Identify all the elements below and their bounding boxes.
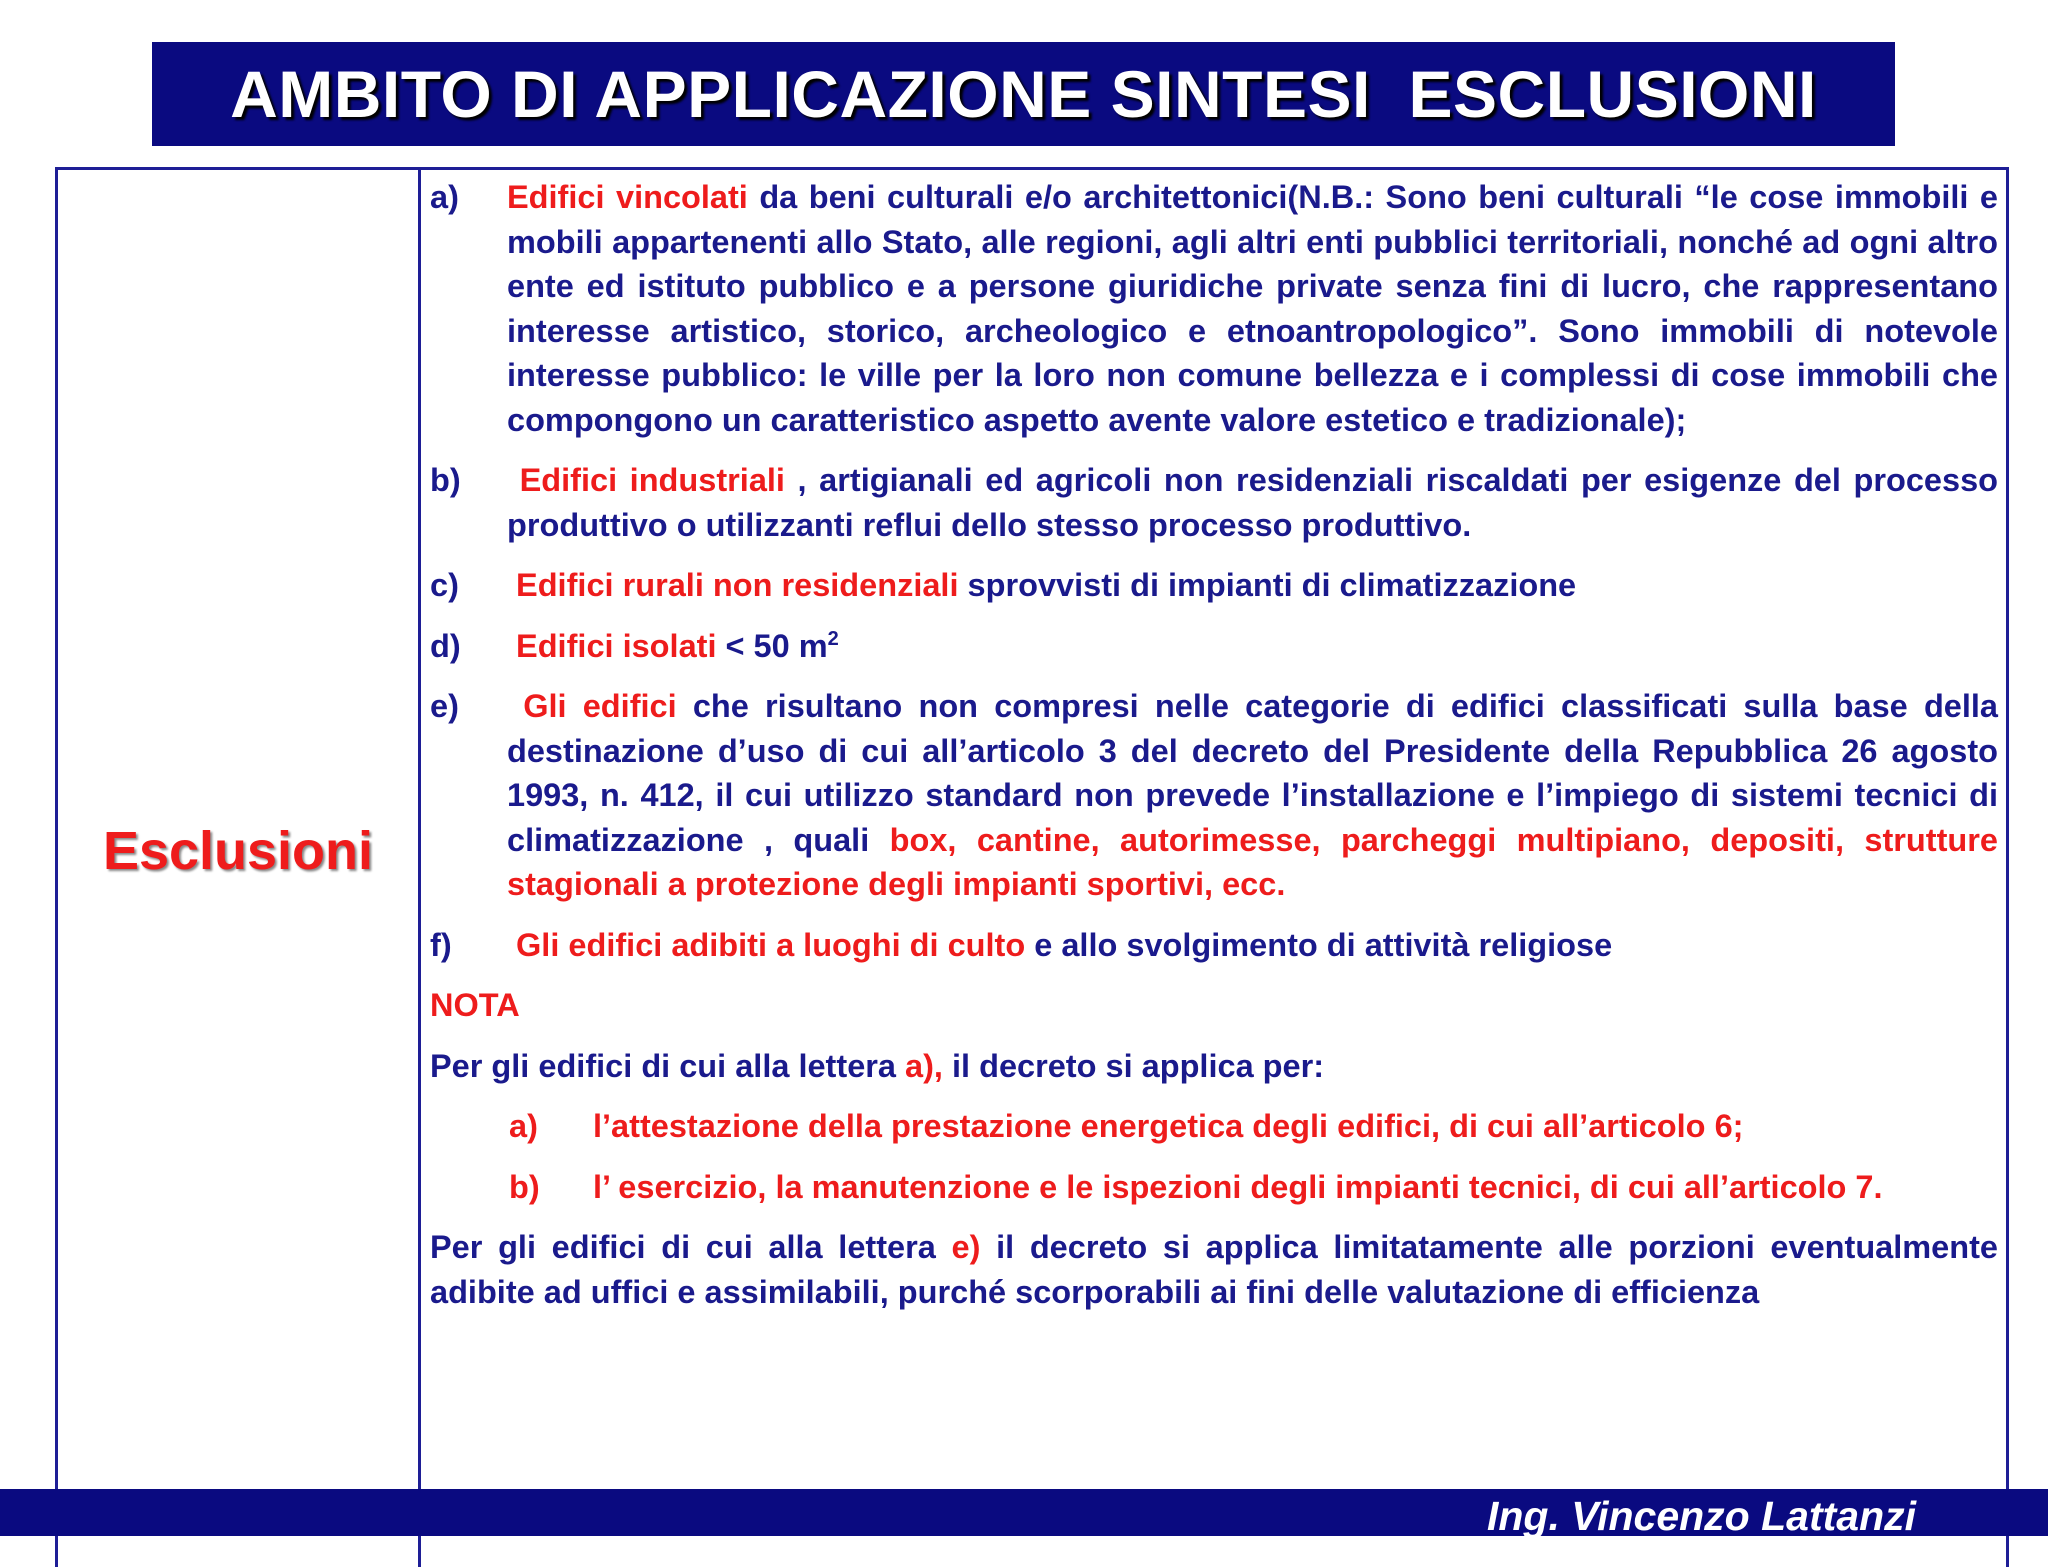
nota-closing-text: Per gli edifici di cui alla lettera [430, 1229, 952, 1265]
superscript-exponent: 2 [827, 627, 839, 650]
item-highlight: Edifici rurali non residenziali [516, 567, 959, 603]
item-highlight: Edifici vincolati [507, 179, 748, 215]
nota-subitem-b [509, 1165, 1998, 1210]
author-signature: Ing. Vincenzo Lattanzi [1487, 1493, 1916, 1539]
list-item-e [430, 684, 1998, 907]
item-description: e allo svolgimento di attività religiose [1025, 926, 1613, 963]
item-highlight-examples: box, cantine, autorimesse, parcheggi multipiano, depositi, strutture stagionali a protezione degli impianti sportivi, ecc. [507, 821, 1998, 902]
item-letter: b) [430, 462, 461, 498]
item-text [507, 563, 1998, 608]
item-text [507, 923, 1998, 968]
item-text [507, 624, 1998, 669]
exclusions-table [55, 167, 2009, 1567]
footer-bar [0, 1489, 2048, 1539]
list-item-b [430, 458, 1998, 547]
item-letter: a) [430, 179, 459, 215]
list-item-c [430, 563, 1998, 608]
item-letter: e) [430, 688, 459, 724]
exclusions-label: Esclusioni [102, 821, 374, 881]
item-description: < 50 m [716, 627, 828, 664]
item-highlight: Gli edifici [523, 688, 677, 724]
nota-intro-letter: a), [905, 1047, 943, 1084]
nota-closing [430, 1225, 1998, 1314]
subitem-text: l’ esercizio, la manutenzione e le ispezioni degli impianti tecnici, di cui all’articolo 7. [593, 1168, 1883, 1205]
list-item-a [430, 175, 1998, 442]
item-letter: d) [430, 627, 461, 664]
page-title: AMBITO DI APPLICAZIONE SINTESI ESCLUSIONI [230, 57, 1817, 131]
item-description: , artigianali ed agricoli non residenziali riscaldati per esigenze del processo produttivo o utilizzanti reflui dello stesso processo produttivo. [507, 462, 1998, 543]
item-description: sprovvisti di impianti di climatizzazione [958, 567, 1577, 603]
title-bar [152, 42, 1895, 146]
item-text [507, 175, 1998, 442]
nota-heading: NOTA [430, 987, 520, 1023]
nota-intro-text: Per gli edifici di cui alla lettera [430, 1047, 906, 1084]
nota-closing-text-end: il decreto si applica limitatamente alle porzioni eventualmente adibite ad uffici e assimilabili, purché scorporabili ai fini delle valutazione di efficienza [430, 1229, 1998, 1310]
subitem-letter: b) [509, 1168, 540, 1205]
nota-closing-letter: e) [951, 1229, 981, 1265]
item-letter: f) [430, 926, 452, 963]
nota-intro [430, 1044, 1998, 1089]
column-divider [418, 170, 421, 1567]
nota-intro-text-end: il decreto si applica per: [942, 1047, 1325, 1084]
subitem-letter: a) [509, 1108, 538, 1144]
list-item-d [430, 624, 1998, 669]
item-highlight: Edifici isolati [516, 627, 717, 664]
item-text [507, 684, 1998, 907]
item-description: da beni culturali e/o architettonici(N.B.: Sono beni culturali “le cose immobili e mobili appartenenti allo Stato, alle regioni, agli altri enti pubblici territoriali, nonché ad ogni altro ente ed istituto pubblico e a persone giuridiche private senza fini di lucro, che rappresentano interesse artistico, storico, archeologico e etnoantropologico”. Sono immobili di notevole interesse pubblico: le ville per la loro non comune bellezza e i complessi di cose immobili che compongono un caratteristico aspetto avente valore estetico e tradizionale); [507, 179, 1999, 438]
item-text [507, 458, 1998, 547]
exclusions-content [430, 175, 1998, 1330]
item-description: che risultano non compresi nelle categorie di edifici classificati sulla base della destinazione d’uso di cui all’articolo 3 del decreto del Presidente della Repubblica 26 agosto 1993, n. 412, il cui utilizzo standard non prevede l’installazione e l’impiego di sistemi tecnici di climatizzazione , quali [507, 688, 1998, 858]
subitem-text: l’attestazione della prestazione energetica degli edifici, di cui all’articolo 6; [593, 1108, 1744, 1144]
item-highlight: Gli edifici adibiti a luoghi di culto [516, 926, 1026, 963]
item-highlight: Edifici industriali [519, 462, 785, 498]
nota-subitem-a [509, 1104, 1998, 1149]
item-letter: c) [430, 567, 459, 603]
list-item-f [430, 923, 1998, 968]
